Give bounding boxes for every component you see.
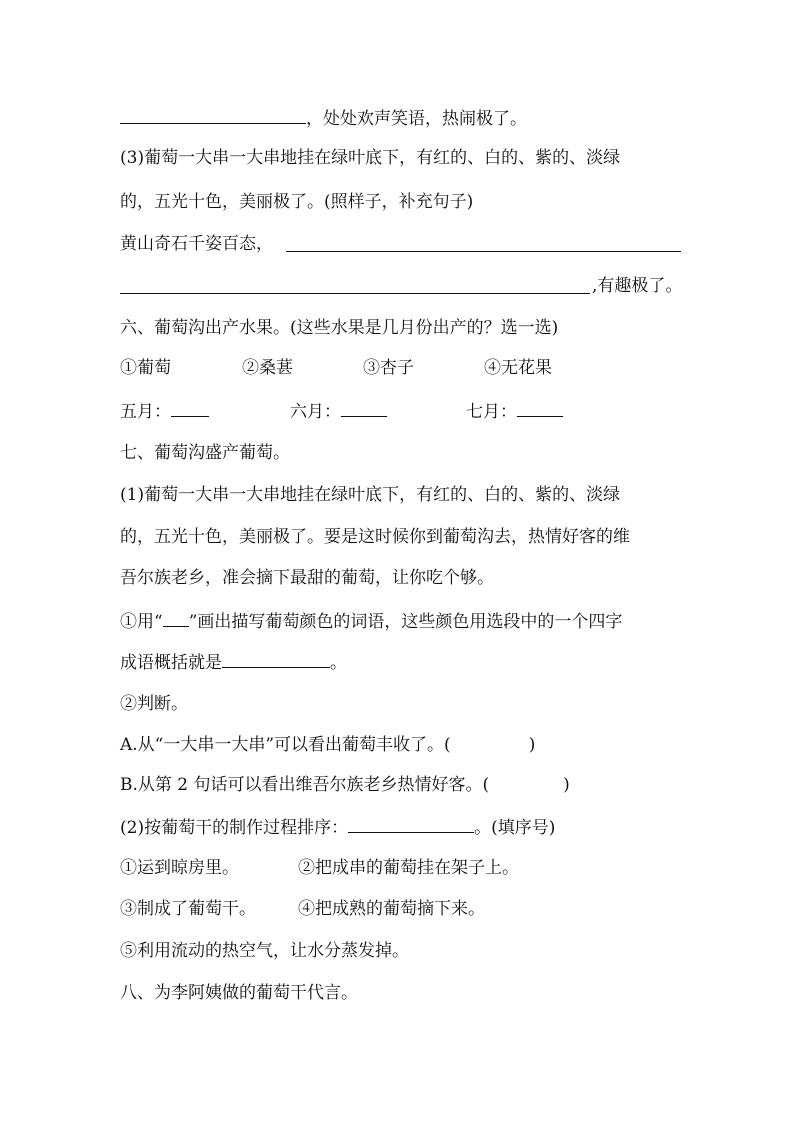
q5-line-tail (120, 107, 527, 130)
q7-step-1: ①运到晾房里。 (120, 858, 239, 878)
q7-sub1-line1: ①用“ ”画出描写葡萄颜色的词语，这些颜色用选段中的一个四字 (120, 612, 623, 632)
q8-title: 八、为李阿姨做的葡萄干代言。 (120, 983, 358, 1003)
q7-sub1-line2: 成语概括就是 。 (120, 653, 347, 673)
q7-title: 七、葡萄沟盛产葡萄。 (120, 443, 290, 463)
q6-month5: 五月： (120, 400, 209, 423)
underline-sample (163, 610, 189, 627)
q5-3-line1: (3)葡萄一大串一大串地挂在绿叶底下，有红的、白的、紫的、淡绿 (120, 148, 621, 168)
tail-text: ，处处欢声笑语，热闹极了。 (306, 109, 527, 129)
q6-option-1: ①葡萄 (120, 358, 171, 378)
q7-step-2: ②把成串的葡萄挂在架子上。 (298, 858, 519, 878)
answer-blank[interactable] (120, 107, 306, 124)
q7-sub2: ②判断。 (120, 694, 188, 714)
answer-blank[interactable] (341, 400, 387, 417)
q7-p2: (2)按葡萄干的制作过程排序： 。(填序号) (120, 818, 556, 838)
q6-month6: 六月： (290, 400, 387, 423)
q6-title: 六、葡萄沟出产水果。(这些水果是几月份出产的？选一选) (120, 318, 559, 338)
answer-blank[interactable] (222, 651, 330, 668)
q7-judge-b: B.从第 2 句话可以看出维吾尔族老乡热情好客。( ) (120, 775, 570, 795)
answer-blank[interactable] (171, 400, 209, 417)
q7-p1-line3: 吾尔族老乡，准会摘下最甜的葡萄，让你吃个够。 (120, 568, 494, 588)
q7-step-4: ④把成熟的葡萄摘下来。 (298, 899, 485, 919)
q7-step-3: ③制成了葡萄干。 (120, 899, 256, 919)
q6-month7: 七月： (466, 400, 563, 423)
answer-line[interactable] (286, 251, 681, 252)
answer-blank[interactable] (517, 400, 563, 417)
q6-option-3: ③杏子 (363, 358, 414, 378)
q7-p1-line1: (1)葡萄一大串一大串地挂在绿叶底下，有红的、白的、紫的、淡绿 (120, 485, 621, 505)
answer-blank[interactable] (348, 816, 474, 833)
q7-judge-a: A.从“一大串一大串”可以看出葡萄丰收了。( ) (120, 735, 536, 755)
line3-start: 黄山奇石千姿百态， (120, 234, 273, 254)
q5-3-line2: 的，五光十色，美丽极了。(照样子，补充句子) (120, 192, 474, 212)
q6-option-4: ④无花果 (484, 358, 552, 378)
q7-step-5: ⑤利用流动的热空气，让水分蒸发掉。 (120, 941, 409, 961)
q7-p1-line2: 的，五光十色，美丽极了。要是这时候你到葡萄沟去，热情好客的维 (120, 527, 630, 547)
q5-3-line4-end: ,有趣极了。 (592, 276, 683, 296)
q5-3-line3 (120, 233, 273, 255)
q6-option-2: ②桑葚 (242, 358, 293, 378)
answer-line[interactable] (120, 293, 590, 294)
